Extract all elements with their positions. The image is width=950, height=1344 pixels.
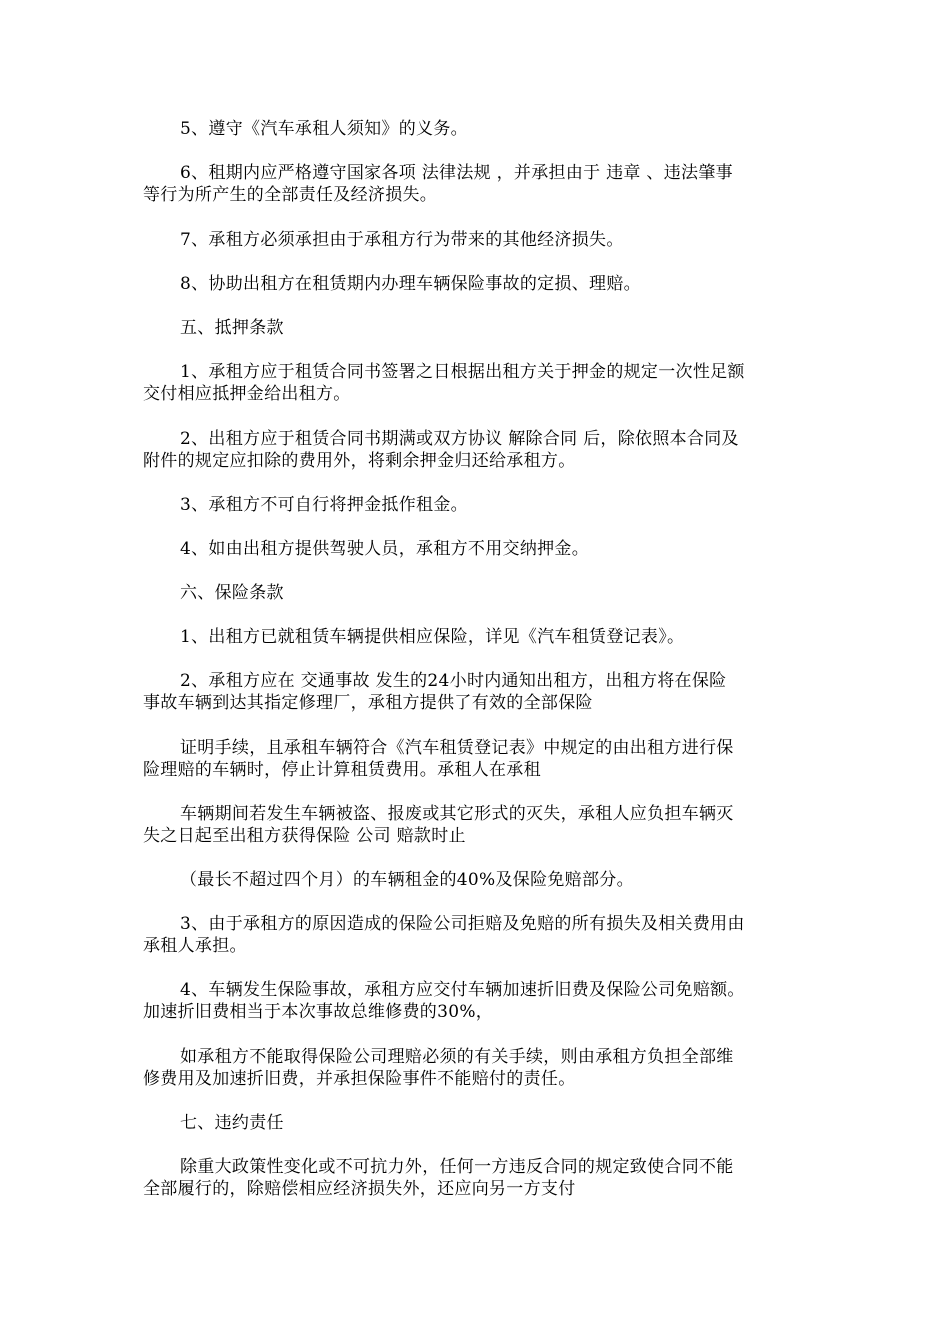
section-heading-7: 七、违约责任	[180, 1113, 284, 1133]
clause-6-item-3-line-2: 承租人承担。	[143, 936, 247, 956]
clause-6-para-d-line-1: 如承租方不能取得保险公司理赔必须的有关手续，则由承租方负担全部维	[180, 1047, 734, 1067]
clause-6-item-1: 1、出租方已就租赁车辆提供相应保险，详见《汽车租赁登记表》。	[180, 627, 685, 647]
clause-5-item-3: 3、承租方不可自行将押金抵作租金。	[180, 495, 468, 515]
clause-6-item-4-line-1: 4、车辆发生保险事故，承租方应交付车辆加速折旧费及保险公司免赔额。	[180, 980, 745, 1000]
clause-6-para-c: （最长不超过四个月）的车辆租金的40%及保险免赔部分。	[180, 870, 634, 890]
clause-6-para-a-line-2: 险理赔的车辆时，停止计算租赁费用。承租人在承租	[143, 760, 541, 780]
clause-5-item-2-line-1: 2、出租方应于租赁合同书期满或双方协议 解除合同 后，除依照本合同及	[180, 429, 739, 449]
clause-6-para-b-line-2: 失之日起至出租方获得保险 公司 赔款时止	[143, 826, 466, 846]
clause-6-para-d-line-2: 修费用及加速折旧费，并承担保险事件不能赔付的责任。	[143, 1069, 576, 1089]
clause-5-item-1-line-1: 1、承租方应于租赁合同书签署之日根据出租方关于押金的规定一次性足额	[180, 362, 745, 382]
clause-5-item-2-line-2: 附件的规定应扣除的费用外，将剩余押金归还给承租方。	[143, 451, 576, 471]
clause-7-para-line-2: 全部履行的，除赔偿相应经济损失外，还应向另一方支付	[143, 1179, 576, 1199]
clause-4-item-5: 5、遵守《汽车承租人须知》的义务。	[180, 119, 468, 139]
clause-6-item-2-line-2: 事故车辆到达其指定修理厂，承租方提供了有效的全部保险	[143, 693, 593, 713]
clause-6-para-b-line-1: 车辆期间若发生车辆被盗、报废或其它形式的灭失，承租人应负担车辆灭	[180, 804, 734, 824]
clause-6-item-2-line-1: 2、承租方应在 交通事故 发生的24小时内通知出租方，出租方将在保险	[180, 671, 727, 691]
clause-6-para-a-line-1: 证明手续，且承租车辆符合《汽车租赁登记表》中规定的由出租方进行保	[180, 738, 734, 758]
clause-4-item-7: 7、承租方必须承担由于承租方行为带来的其他经济损失。	[180, 230, 624, 250]
section-heading-5: 五、抵押条款	[180, 318, 284, 338]
clause-4-item-8: 8、协助出租方在租赁期内办理车辆保险事故的定损、理赔。	[180, 274, 641, 294]
clause-7-para-line-1: 除重大政策性变化或不可抗力外，任何一方违反合同的规定致使合同不能	[180, 1157, 734, 1177]
clause-5-item-1-line-2: 交付相应抵押金给出租方。	[143, 384, 351, 404]
clause-5-item-4: 4、如由出租方提供驾驶人员，承租方不用交纳押金。	[180, 539, 590, 559]
section-heading-6: 六、保险条款	[180, 583, 284, 603]
clause-4-item-6-line-2: 等行为所产生的全部责任及经济损失。	[143, 185, 438, 205]
clause-6-item-3-line-1: 3、由于承租方的原因造成的保险公司拒赔及免赔的所有损失及相关费用由	[180, 914, 745, 934]
clause-4-item-6-line-1: 6、租期内应严格遵守国家各项 法律法规 ，并承担由于 违章 、违法肇事	[180, 163, 733, 183]
clause-6-item-4-line-2: 加速折旧费相当于本次事故总维修费的30%，	[143, 1002, 494, 1022]
